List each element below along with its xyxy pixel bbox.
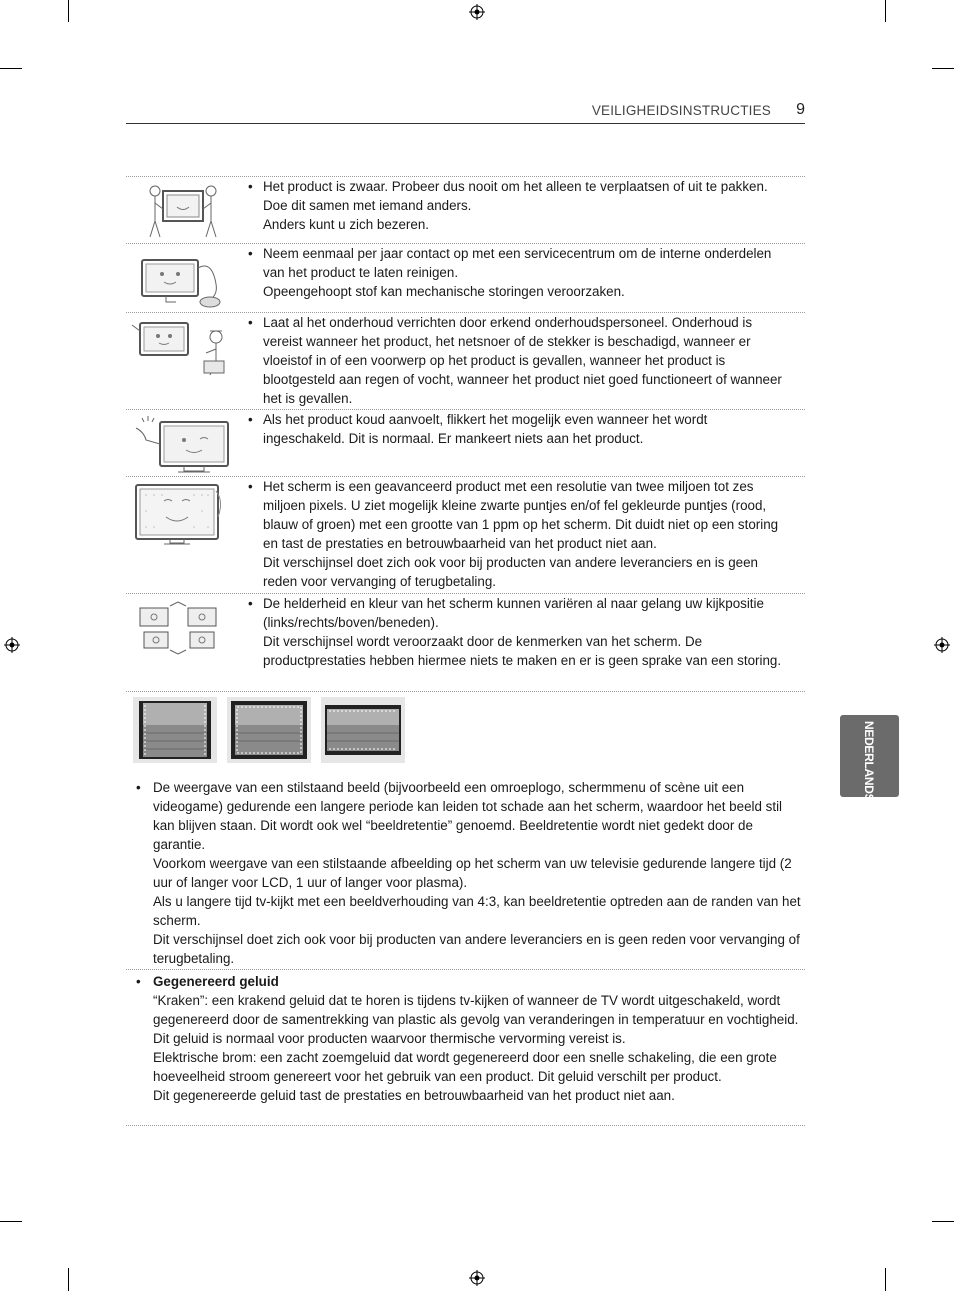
crop-mark bbox=[0, 1221, 22, 1222]
section-heading: Gegenereerd geluid bbox=[153, 974, 279, 989]
paragraph: Het scherm is een geavanceerd product met een resolutie van twee miljoen tot zes miljoen pixels. U ziet mogelijk kleine zwarte puntjes en/of fel gekleurde puntjes (rood, blauw of groen) met een grootte van 1 ppm op het scherm. Dit duidt niet op een storing en tast de prestaties en betrouwbaarheid van het product niet aan. bbox=[263, 479, 779, 551]
crop-mark bbox=[68, 0, 69, 22]
safety-item bbox=[126, 176, 805, 244]
safety-item bbox=[126, 409, 805, 477]
registration-mark-icon bbox=[469, 4, 485, 20]
section-title: VEILIGHEIDSINSTRUCTIES bbox=[591, 103, 771, 118]
safety-item bbox=[126, 312, 805, 410]
paragraph: Dit gegenereerde geluid tast de prestaties en betrouwbaarheid van het product niet aan. bbox=[153, 1088, 675, 1103]
registration-mark-icon bbox=[934, 637, 950, 653]
tv-carried-by-two-people-icon bbox=[130, 181, 235, 243]
safety-item bbox=[126, 593, 805, 691]
paragraph: Dit verschijnsel doet zich ook voor bij producten van andere leveranciers en is geen reden voor vervanging of terugbetaling. bbox=[153, 932, 800, 966]
paragraph: Als u langere tijd tv-kijkt met een beeldverhouding van 4:3, kan beeldretentie optreden aan de randen van het scherm. bbox=[153, 894, 801, 928]
registration-mark-icon bbox=[469, 1270, 485, 1286]
bullet: • bbox=[248, 315, 253, 330]
safety-item bbox=[126, 243, 805, 313]
generated-noise-section bbox=[126, 969, 805, 1126]
crop-mark bbox=[68, 1268, 69, 1291]
tv-viewing-angles-icon bbox=[130, 598, 235, 660]
paragraph: Opeengehoopt stof kan mechanische storingen veroorzaken. bbox=[263, 284, 625, 299]
paragraph: De weergave van een stilstaand beeld (bijvoorbeeld een omroeplogo, schermmenu of scène uit een videogame) gedurende een langere periode kan leiden tot schade aan het scherm, waardoor het beeld stil kan blijven staan. Dit wordt ook wel “beeldretentie” genoemd. Beeldretentie wordt niet gedekt door de garantie. bbox=[153, 780, 783, 852]
language-tab bbox=[840, 715, 899, 802]
bullet: • bbox=[248, 246, 253, 261]
paragraph: Elektrische brom: een zacht zoemgeluid dat wordt gegenereerd door een snelle schakeling, die een grote hoeveelheid stroom genereert voor het gebruik van een product. Dit geluid verschilt per product. bbox=[153, 1050, 777, 1084]
tv-pixel-dots-icon bbox=[130, 481, 235, 547]
paragraph: “Kraken”: een krakend geluid dat te horen is tijdens tv-kijken of wanneer de TV wordt uitgeschakeld, wordt gegenereerd door de samentrekking van plastic als gevolg van veranderingen in temperatuur en vochtigheid. Dit geluid is normaal voor producten waarvoor thermische vervorming vereist is. bbox=[153, 993, 799, 1046]
paragraph: Dit verschijnsel wordt veroorzaakt door de kenmerken van het scherm. De productprestaties hebben hiermee niets te maken en er is geen sprake van een storing. bbox=[263, 634, 782, 668]
paragraph: Anders kunt u zich bezeren. bbox=[263, 217, 429, 232]
paragraph: De helderheid en kleur van het scherm kunnen variëren al naar gelang uw kijkpositie (links/rechts/boven/beneden). bbox=[263, 596, 764, 630]
bullet: • bbox=[248, 479, 253, 494]
image-retention-section bbox=[126, 767, 805, 968]
crop-mark bbox=[932, 68, 954, 69]
image-retention-thumbnail-3-icon bbox=[321, 697, 405, 763]
bullet: • bbox=[248, 412, 253, 427]
cold-tv-flicker-icon bbox=[130, 414, 235, 476]
image-retention-thumbnail-2-icon bbox=[227, 697, 311, 763]
paragraph: Voorkom weergave van een stilstaande afbeelding op het scherm van uw televisie gedurende langere tijd (2 uur of langer voor LCD, 1 uur of langer voor plasma). bbox=[153, 856, 792, 890]
image-retention-thumbnails bbox=[126, 691, 805, 768]
language-tab-label: NEDERLANDS bbox=[862, 721, 876, 802]
crop-mark bbox=[0, 68, 22, 69]
paragraph: Neem eenmaal per jaar contact op met een servicecentrum om de interne onderdelen van het product te laten reinigen. bbox=[263, 246, 772, 280]
bullet: • bbox=[248, 596, 253, 611]
safety-item bbox=[126, 476, 805, 594]
page-header bbox=[126, 101, 805, 124]
bullet: • bbox=[136, 974, 141, 989]
bullet: • bbox=[136, 780, 141, 795]
paragraph: Als het product koud aanvoelt, flikkert het mogelijk even wanneer het wordt ingeschakeld. Dit is normaal. Er mankeert niets aan het product. bbox=[263, 412, 708, 446]
bullet: • bbox=[248, 179, 253, 194]
crop-mark bbox=[885, 0, 886, 22]
paragraph: Het product is zwaar. Probeer dus nooit om het alleen te verplaatsen of uit te pakken. Doe dit samen met iemand anders. bbox=[263, 179, 768, 213]
crop-mark bbox=[885, 1268, 886, 1291]
paragraph: Laat al het onderhoud verrichten door erkend onderhoudspersoneel. Onderhoud is vereist wanneer het product, het netsnoer of de stekker is beschadigd, wanneer er vloeistof in of een voorwerp op het product is gevallen, wanneer het product is blootgesteld aan regen of vocht, wanneer het product niet goed functioneert of wanneer het is gevallen. bbox=[263, 315, 782, 406]
image-retention-thumbnail-1-icon bbox=[133, 697, 217, 763]
tv-with-service-technician-icon bbox=[130, 317, 235, 381]
tv-with-vacuum-cleaner-icon bbox=[130, 248, 235, 310]
crop-mark bbox=[932, 1221, 954, 1222]
paragraph: Dit verschijnsel doet zich ook voor bij producten van andere leveranciers en is geen reden voor vervanging of terugbetaling. bbox=[263, 555, 758, 589]
registration-mark-icon bbox=[4, 637, 20, 653]
page-number: 9 bbox=[796, 101, 805, 118]
